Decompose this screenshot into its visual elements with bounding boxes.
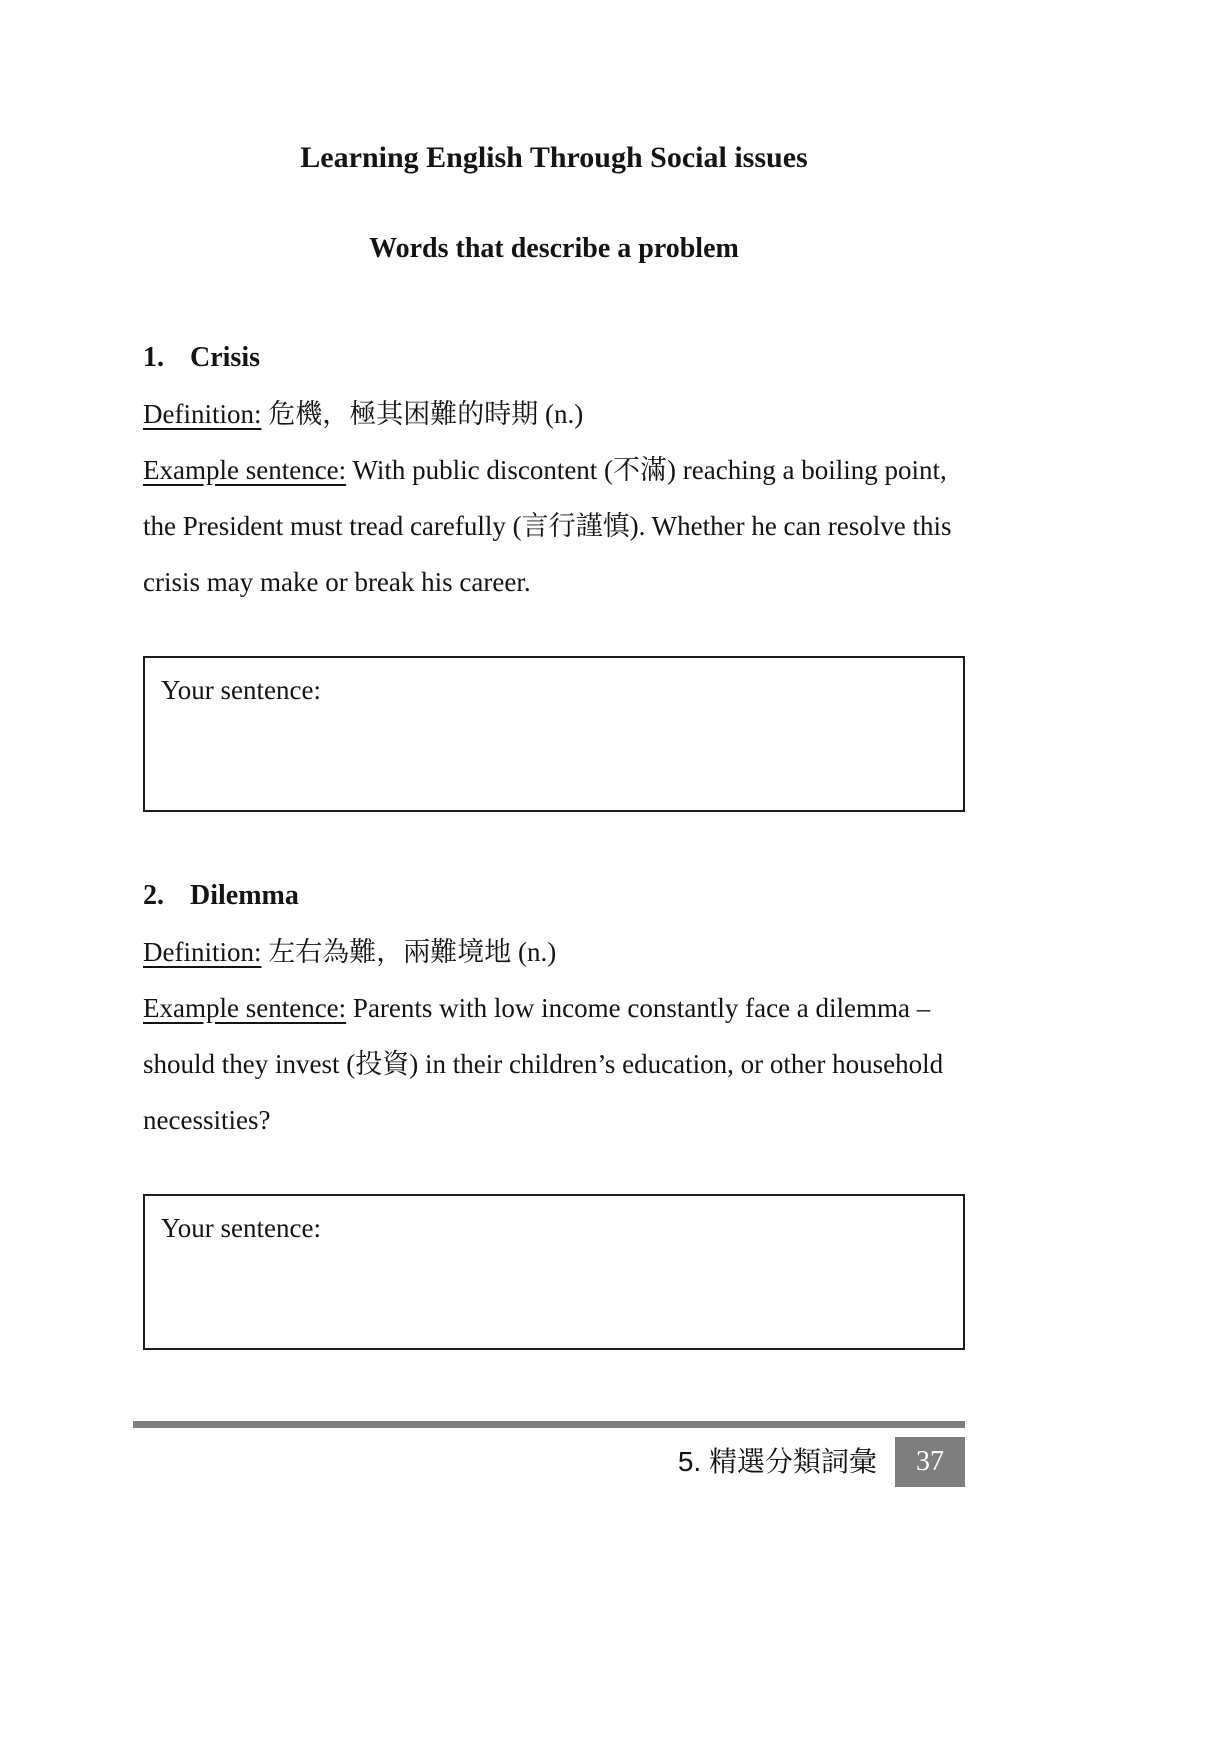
entry-crisis (143, 330, 965, 812)
page-subtitle: Words that describe a problem (369, 233, 739, 264)
entry-word: Dilemma (190, 879, 299, 911)
example-sentence-text: With public discontent (不滿) reaching a boiling point, the President must tread carefully (言行謹慎). Whether he can resolve this crisis may make or break his career. (143, 454, 952, 597)
definition-label: Definition: (143, 398, 262, 429)
definition-text: 危機，極其困難的時期 (n.) (268, 398, 584, 429)
page-title: Learning English Through Social issues (300, 141, 808, 174)
entry-heading (143, 868, 965, 924)
footer-section-label: 5. 精選分類詞彙 (677, 1446, 877, 1477)
page-footer (133, 1421, 965, 1487)
example-sentence-text: Parents with low income constantly face a dilemma – should they invest (投資) in their children’s education, or other household necessities? (143, 992, 944, 1135)
example-line (143, 442, 965, 610)
footer-row (133, 1437, 965, 1487)
entry-heading (143, 330, 965, 386)
page-number-badge: 37 (895, 1437, 965, 1487)
example-sentence-label: Example sentence: (143, 454, 347, 485)
your-sentence-label: Your sentence: (161, 674, 321, 705)
example-sentence-label: Example sentence: (143, 992, 347, 1023)
entry-number: 1. (143, 341, 164, 373)
definition-label: Definition: (143, 936, 262, 967)
example-line (143, 980, 965, 1148)
your-sentence-box[interactable] (143, 656, 965, 812)
your-sentence-box[interactable] (143, 1194, 965, 1350)
entry-number: 2. (143, 879, 164, 911)
entry-word: Crisis (190, 341, 260, 373)
definition-text: 左右為難，兩難境地 (n.) (268, 936, 557, 967)
definition-line (143, 924, 965, 980)
page-content (143, 0, 965, 1350)
entry-dilemma (143, 868, 965, 1350)
footer-rule (133, 1421, 965, 1428)
definition-line (143, 386, 965, 442)
your-sentence-label: Your sentence: (161, 1212, 321, 1243)
